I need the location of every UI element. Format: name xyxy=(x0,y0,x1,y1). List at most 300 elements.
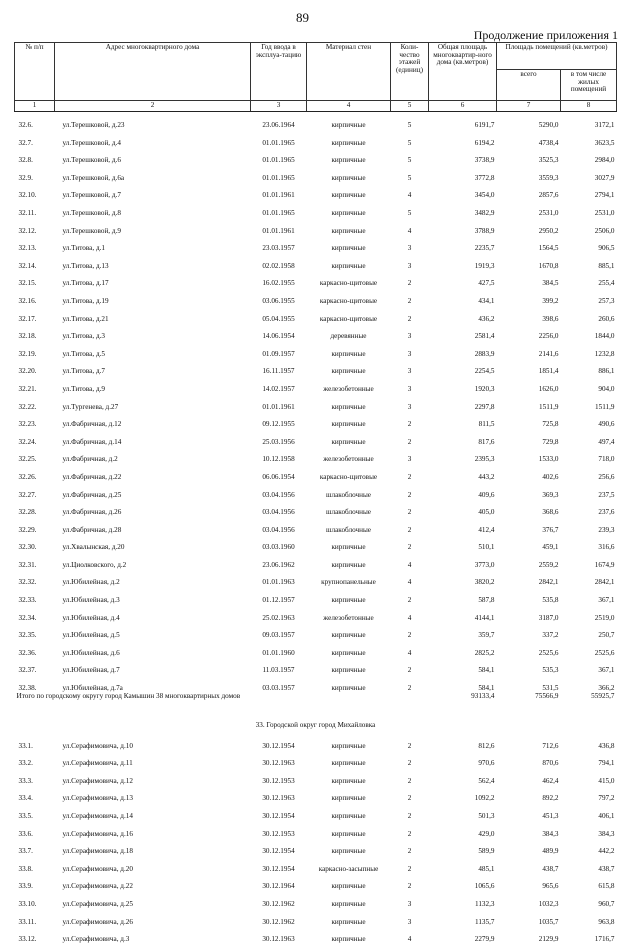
cell-year: 30.12.1953 xyxy=(262,829,295,838)
cell-total-area: 427,5 xyxy=(478,279,495,288)
cell-floors: 2 xyxy=(407,437,412,446)
table-row xyxy=(15,821,617,839)
table-row xyxy=(15,569,617,587)
cell-area-all: 337,2 xyxy=(542,631,559,640)
cell-address: ул.Юбилейная, д.5 xyxy=(62,631,120,640)
cell-number: 33.4. xyxy=(18,794,33,803)
cell-address: ул.Юбилейная, д.3 xyxy=(62,596,120,605)
cell-address: ул.Серафимовича, д.13 xyxy=(62,794,133,803)
cell-area-all: 1032,3 xyxy=(538,899,559,908)
cell-area-all: 398,6 xyxy=(542,314,559,323)
cell-area-living: 237,5 xyxy=(598,490,615,499)
table-row xyxy=(15,306,617,324)
cell-number: 32.10. xyxy=(18,191,37,200)
cell-year: 03.03.1957 xyxy=(262,684,295,693)
table-row xyxy=(15,499,617,517)
cell-number: 32.18. xyxy=(18,332,37,341)
table-row xyxy=(15,803,617,821)
cell-number: 32.11. xyxy=(18,209,37,217)
cell-material: каркасно-щитовые xyxy=(319,279,378,288)
column-number: 5 xyxy=(391,101,429,112)
table-row xyxy=(15,446,617,464)
cell-floors: 2 xyxy=(407,525,412,534)
cell-number: 32.23. xyxy=(18,420,37,429)
cell-floors: 2 xyxy=(407,666,412,675)
cell-number: 32.36. xyxy=(18,648,37,657)
cell-total-area: 359,7 xyxy=(478,631,495,640)
cell-year: 25.02.1963 xyxy=(262,613,295,622)
table-row xyxy=(15,891,617,909)
cell-year: 30.12.1962 xyxy=(262,917,295,926)
table-row xyxy=(15,873,617,891)
cell-area-living: 3623,5 xyxy=(594,138,615,147)
table-body xyxy=(15,112,617,944)
cell-area-living: 384,3 xyxy=(598,829,615,838)
cell-floors: 2 xyxy=(407,882,412,891)
cell-number: 33.1. xyxy=(18,741,33,750)
cell-number: 32.13. xyxy=(18,244,37,253)
cell-total-area: 1135,7 xyxy=(475,917,495,926)
cell-number: 33.2. xyxy=(18,759,33,768)
cell-floors: 3 xyxy=(407,455,412,464)
column-number: 7 xyxy=(497,101,561,112)
cell-address: ул.Титова, д.19 xyxy=(62,296,109,305)
cell-total-area: 3772,8 xyxy=(474,173,495,182)
cell-area-living: 438,7 xyxy=(598,864,615,873)
cell-area-living: 2794,1 xyxy=(594,191,615,200)
cell-address: ул.Серафимовича, д.12 xyxy=(62,776,133,785)
cell-material: кирпичные xyxy=(331,437,366,446)
table-row xyxy=(15,165,617,183)
cell-year: 09.03.1957 xyxy=(262,631,295,640)
cell-year: 03.04.1956 xyxy=(262,508,295,517)
cell-area-all: 725,8 xyxy=(542,420,559,429)
table-row xyxy=(15,341,617,359)
cell-address: ул.Фабричная, д.14 xyxy=(62,437,122,446)
cell-area-all: 399,2 xyxy=(542,296,559,305)
table-row xyxy=(15,358,617,376)
table-row xyxy=(15,429,617,447)
cell-area-living: 316,6 xyxy=(598,543,615,552)
total-c7: 75566,9 xyxy=(535,691,559,700)
cell-address: ул.Терешковой, д.6 xyxy=(62,156,121,165)
cell-area-all: 712,6 xyxy=(542,741,559,750)
cell-area-living: 794,1 xyxy=(598,759,615,768)
cell-floors: 5 xyxy=(407,156,412,165)
total-c8: 55925,7 xyxy=(591,691,615,700)
cell-area-living: 904,0 xyxy=(598,384,615,393)
cell-floors: 2 xyxy=(407,631,412,640)
cell-address: ул.Титова, д.7 xyxy=(62,367,105,376)
cell-total-area: 1132,3 xyxy=(475,899,495,908)
cell-year: 02.02.1958 xyxy=(262,261,295,270)
cell-material: кирпичные xyxy=(331,899,366,908)
cell-area-living: 367,1 xyxy=(598,666,615,675)
cell-number: 32.8. xyxy=(18,156,33,165)
cell-material: кирпичные xyxy=(331,648,366,657)
cell-area-living: 1511,9 xyxy=(595,402,615,411)
header-wall-material: Материал стен xyxy=(307,43,391,101)
cell-area-living: 255,4 xyxy=(598,279,615,288)
cell-address: ул.Терешковой, д.6а xyxy=(62,173,125,182)
cell-area-living: 960,7 xyxy=(598,899,615,908)
cell-material: шлакоблочные xyxy=(326,490,371,499)
cell-address: ул.Серафимовича, д.11 xyxy=(62,759,133,768)
cell-area-all: 2256,0 xyxy=(538,332,559,341)
cell-number: 32.38. xyxy=(18,684,37,693)
cell-material: кирпичные xyxy=(331,759,366,768)
cell-number: 33.11. xyxy=(18,917,37,926)
table-row xyxy=(15,838,617,856)
table-row xyxy=(15,622,617,640)
cell-area-living: 2842,1 xyxy=(594,578,615,587)
cell-material: кирпичные xyxy=(331,261,366,270)
cell-material: кирпичные xyxy=(331,420,366,429)
cell-total-area: 584,1 xyxy=(478,666,495,675)
column-number: 3 xyxy=(251,101,307,112)
cell-year: 14.06.1954 xyxy=(262,332,295,341)
cell-material: кирпичные xyxy=(331,121,366,130)
cell-area-all: 3187,0 xyxy=(538,613,559,622)
cell-total-area: 3454,0 xyxy=(474,191,495,200)
cell-material: кирпичные xyxy=(331,829,366,838)
header-floors: Коли-чество этажей (единиц) xyxy=(391,43,429,101)
cell-address: ул.Титова, д.3 xyxy=(62,332,105,341)
cell-number: 32.22. xyxy=(18,402,37,411)
cell-material: кирпичные xyxy=(331,847,366,856)
cell-number: 32.14. xyxy=(18,261,37,270)
column-number: 2 xyxy=(55,101,251,112)
cell-floors: 2 xyxy=(407,741,412,750)
cell-area-all: 438,7 xyxy=(542,864,559,873)
cell-area-living: 2506,0 xyxy=(594,226,615,235)
cell-total-area: 412,4 xyxy=(478,525,495,534)
cell-floors: 2 xyxy=(407,296,412,305)
cell-year: 01.09.1957 xyxy=(262,349,295,358)
cell-address: ул.Титова, д.5 xyxy=(62,349,105,358)
cell-address: ул.Терешковой, д.8 xyxy=(62,209,121,217)
table-row xyxy=(15,200,617,218)
cell-address: ул.Фабричная, д.12 xyxy=(62,420,122,429)
cell-year: 11.03.1957 xyxy=(262,666,295,675)
cell-area-all: 2129,9 xyxy=(538,935,559,944)
cell-area-living: 497,4 xyxy=(598,437,615,446)
cell-year: 01.01.1965 xyxy=(262,138,295,147)
cell-total-area: 589,9 xyxy=(478,847,495,856)
cell-material: кирпичные xyxy=(331,402,366,411)
cell-total-area: 817,6 xyxy=(478,437,495,446)
cell-material: кирпичные xyxy=(331,812,366,820)
cell-year: 03.03.1960 xyxy=(262,543,295,552)
cell-total-area: 2825,2 xyxy=(474,648,495,657)
table-row xyxy=(15,785,617,803)
cell-year: 23.06.1962 xyxy=(262,560,295,569)
cell-area-all: 3525,3 xyxy=(538,156,559,165)
cell-number: 32.12. xyxy=(18,226,37,235)
table-row xyxy=(15,182,617,200)
cell-number: 32.26. xyxy=(18,472,37,481)
cell-area-all: 451,3 xyxy=(542,812,559,820)
cell-total-area: 1920,3 xyxy=(474,384,495,393)
cell-number: 33.10. xyxy=(18,899,37,908)
cell-floors: 2 xyxy=(407,847,412,856)
cell-address: ул.Серафимовича, д.18 xyxy=(62,847,133,856)
cell-year: 01.01.1961 xyxy=(262,191,295,200)
table-row xyxy=(15,253,617,271)
cell-floors: 2 xyxy=(407,776,412,785)
cell-year: 25.03.1956 xyxy=(262,437,295,446)
table-row xyxy=(15,768,617,786)
cell-floors: 3 xyxy=(407,261,412,270)
header-total-area: Общая площадь многоквартир-ного дома (кв.метров) xyxy=(429,43,497,101)
cell-area-living: 3027,9 xyxy=(594,173,615,182)
cell-material: каркасно-щитовые xyxy=(319,314,378,323)
cell-floors: 3 xyxy=(407,384,412,393)
header-area-all: всего xyxy=(497,70,561,101)
cell-material: кирпичные xyxy=(331,935,366,944)
table-row xyxy=(15,218,617,236)
cell-floors: 2 xyxy=(407,794,412,803)
cell-year: 01.01.1965 xyxy=(262,209,295,217)
cell-material: деревянные xyxy=(330,332,367,341)
cell-address: ул.Юбилейная, д.7а xyxy=(62,684,123,693)
cell-number: 33.5. xyxy=(18,812,33,820)
cell-year: 30.12.1954 xyxy=(262,847,295,856)
cell-year: 01.01.1963 xyxy=(262,578,295,587)
cell-material: кирпичные xyxy=(331,226,366,235)
cell-material: кирпичные xyxy=(331,367,366,376)
table-row xyxy=(15,587,617,605)
cell-total-area: 485,1 xyxy=(478,864,495,873)
cell-area-all: 489,9 xyxy=(542,847,559,856)
cell-area-all: 1533,0 xyxy=(538,455,559,464)
cell-total-area: 1065,6 xyxy=(474,882,495,891)
cell-year: 01.01.1965 xyxy=(262,173,295,182)
cell-floors: 5 xyxy=(407,173,412,182)
cell-year: 03.04.1956 xyxy=(262,525,295,534)
cell-number: 32.31. xyxy=(18,560,37,569)
cell-year: 10.12.1958 xyxy=(262,455,295,464)
cell-number: 32.20. xyxy=(18,367,37,376)
cell-area-all: 1564,5 xyxy=(538,244,559,253)
header-area-living: в том числе жилых помещений xyxy=(561,70,617,101)
cell-floors: 4 xyxy=(407,613,412,622)
cell-area-all: 1511,9 xyxy=(539,402,559,411)
table-row xyxy=(15,750,617,768)
cell-address: ул.Циолковского, д.2 xyxy=(62,560,127,569)
cell-total-area: 434,1 xyxy=(478,296,495,305)
cell-area-all: 384,5 xyxy=(542,279,559,288)
cell-total-area: 587,8 xyxy=(478,596,495,605)
section-row xyxy=(15,719,617,733)
cell-area-all: 1035,7 xyxy=(538,917,559,926)
cell-area-living: 442,2 xyxy=(598,847,615,856)
cell-number: 32.16. xyxy=(18,296,37,305)
cell-material: кирпичные xyxy=(331,173,366,182)
cell-material: кирпичные xyxy=(331,776,366,785)
cell-area-living: 2519,0 xyxy=(594,613,615,622)
cell-total-area: 3738,9 xyxy=(474,156,495,165)
cell-year: 16.11.1957 xyxy=(262,367,295,376)
cell-floors: 5 xyxy=(407,138,412,147)
table-row xyxy=(15,856,617,874)
cell-address: ул.Серафимовича, д.10 xyxy=(62,741,133,750)
cell-total-area: 1919,3 xyxy=(474,261,495,270)
cell-address: ул.Юбилейная, д.6 xyxy=(62,648,120,657)
cell-area-living: 963,8 xyxy=(598,917,615,926)
table-row xyxy=(15,464,617,482)
cell-year: 06.06.1954 xyxy=(262,472,295,481)
cell-area-living: 2531,0 xyxy=(594,209,615,217)
cell-floors: 2 xyxy=(407,508,412,517)
table-row xyxy=(15,288,617,306)
table-row xyxy=(15,411,617,429)
cell-area-living: 436,8 xyxy=(598,741,615,750)
cell-total-area: 3482,9 xyxy=(474,209,495,217)
cell-number: 32.28. xyxy=(18,508,37,517)
cell-year: 30.12.1963 xyxy=(262,759,295,768)
cell-material: шлакоблочные xyxy=(326,508,371,517)
cell-material: кирпичные xyxy=(331,631,366,640)
table-row xyxy=(15,394,617,412)
cell-floors: 2 xyxy=(407,279,412,288)
cell-address: ул.Серафимовича, д.25 xyxy=(62,899,133,908)
cell-year: 14.02.1957 xyxy=(262,384,295,393)
cell-address: ул.Терешковой, д.4 xyxy=(62,138,121,147)
cell-material: каркасно-щитовые xyxy=(319,296,378,305)
table-row xyxy=(15,675,617,693)
cell-year: 01.01.1960 xyxy=(262,648,295,657)
page-number: 89 xyxy=(296,10,309,25)
table-row xyxy=(15,481,617,499)
cell-year: 23.06.1964 xyxy=(262,121,295,130)
cell-floors: 2 xyxy=(407,596,412,605)
cell-total-area: 2254,5 xyxy=(474,367,495,376)
table-row xyxy=(15,235,617,253)
cell-year: 03.04.1956 xyxy=(262,490,295,499)
cell-area-all: 369,3 xyxy=(542,490,559,499)
cell-area-all: 535,8 xyxy=(542,596,559,605)
cell-area-living: 257,3 xyxy=(598,296,615,305)
cell-material: кирпичные xyxy=(331,560,366,569)
cell-year: 01.01.1961 xyxy=(262,226,295,235)
appendix-title: Продолжение приложения 1 xyxy=(473,28,618,42)
cell-area-living: 1844,0 xyxy=(594,332,615,341)
cell-number: 32.15. xyxy=(18,279,37,288)
cell-area-living: 2525,6 xyxy=(594,648,615,657)
cell-address: ул.Фабричная, д.28 xyxy=(62,525,122,534)
cell-address: ул.Терешковой, д.7 xyxy=(62,191,121,200)
cell-address: ул.Фабричная, д.26 xyxy=(62,508,122,517)
cell-floors: 2 xyxy=(407,684,412,693)
cell-area-all: 531,5 xyxy=(542,684,559,693)
cell-floors: 2 xyxy=(407,543,412,552)
cell-area-all: 4738,4 xyxy=(538,138,559,147)
cell-address: ул.Терешковой, д.23 xyxy=(62,121,125,130)
cell-material: каркасно-щитовые xyxy=(319,472,378,481)
cell-total-area: 409,6 xyxy=(478,490,495,499)
cell-total-area: 1092,2 xyxy=(474,794,495,803)
table-row xyxy=(15,640,617,658)
cell-total-area: 429,0 xyxy=(478,829,495,838)
cell-area-living: 256,6 xyxy=(598,472,615,481)
cell-area-all: 729,8 xyxy=(542,437,559,446)
cell-total-area: 405,0 xyxy=(478,508,495,517)
cell-address: ул.Титова, д.17 xyxy=(62,279,109,288)
cell-area-living: 906,5 xyxy=(598,244,615,253)
cell-floors: 4 xyxy=(407,648,412,657)
table-row xyxy=(15,130,617,148)
cell-area-all: 1670,8 xyxy=(538,261,559,270)
cell-address: ул.Хвалынская, д.20 xyxy=(62,543,125,552)
cell-total-area: 2279,9 xyxy=(474,935,495,944)
cell-material: кирпичные xyxy=(331,684,366,693)
cell-floors: 4 xyxy=(407,578,412,587)
cell-area-all: 402,6 xyxy=(542,472,559,481)
cell-floors: 5 xyxy=(407,209,412,217)
cell-address: ул.Юбилейная, д.4 xyxy=(62,613,120,622)
cell-total-area: 436,2 xyxy=(478,314,495,323)
cell-material: кирпичные xyxy=(331,209,366,217)
cell-area-living: 797,2 xyxy=(598,794,615,803)
cell-floors: 4 xyxy=(407,191,412,200)
cell-address: ул.Титова, д.9 xyxy=(62,384,105,393)
cell-floors: 2 xyxy=(407,829,412,838)
cell-address: ул.Терешковой, д.9 xyxy=(62,226,121,235)
cell-area-all: 535,3 xyxy=(542,666,559,675)
table-row xyxy=(15,657,617,675)
table-row xyxy=(15,376,617,394)
cell-area-living: 366,2 xyxy=(598,684,615,693)
cell-year: 03.06.1955 xyxy=(262,296,295,305)
cell-area-all: 5290,0 xyxy=(538,121,559,130)
cell-material: кирпичные xyxy=(331,596,366,605)
cell-area-all: 2559,2 xyxy=(538,560,559,569)
cell-year: 30.12.1963 xyxy=(262,935,295,944)
column-number: 1 xyxy=(15,101,55,112)
header-premises-area: Площадь помещений (кв.метров) xyxy=(497,43,617,70)
cell-number: 32.7. xyxy=(18,138,33,147)
cell-address: ул.Фабричная, д.25 xyxy=(62,490,122,499)
cell-area-living: 367,1 xyxy=(598,596,615,605)
cell-number: 32.9. xyxy=(18,173,33,182)
cell-number: 32.24. xyxy=(18,437,37,446)
cell-area-all: 1851,4 xyxy=(538,367,559,376)
cell-year: 05.04.1955 xyxy=(262,314,295,323)
table-row xyxy=(15,323,617,341)
cell-area-living: 415,0 xyxy=(598,776,615,785)
cell-area-all: 3559,3 xyxy=(538,173,559,182)
cell-floors: 2 xyxy=(407,472,412,481)
cell-number: 32.29. xyxy=(18,525,37,534)
cell-total-area: 811,5 xyxy=(478,420,495,429)
cell-year: 01.01.1961 xyxy=(262,402,295,411)
cell-total-area: 443,2 xyxy=(478,472,495,481)
cell-area-living: 1716,7 xyxy=(594,935,615,944)
cell-total-area: 2581,4 xyxy=(474,332,495,341)
cell-area-all: 368,6 xyxy=(542,508,559,517)
header-number: № п/п xyxy=(15,43,55,101)
cell-number: 32.34. xyxy=(18,613,37,622)
table-row xyxy=(15,926,617,944)
cell-number: 33.6. xyxy=(18,829,33,838)
cell-material: кирпичные xyxy=(331,156,366,165)
column-numbers-row xyxy=(15,101,617,112)
cell-material: кирпичные xyxy=(331,543,366,552)
cell-year: 16.02.1955 xyxy=(262,279,295,288)
cell-area-living: 718,0 xyxy=(598,455,615,464)
cell-floors: 3 xyxy=(407,349,412,358)
